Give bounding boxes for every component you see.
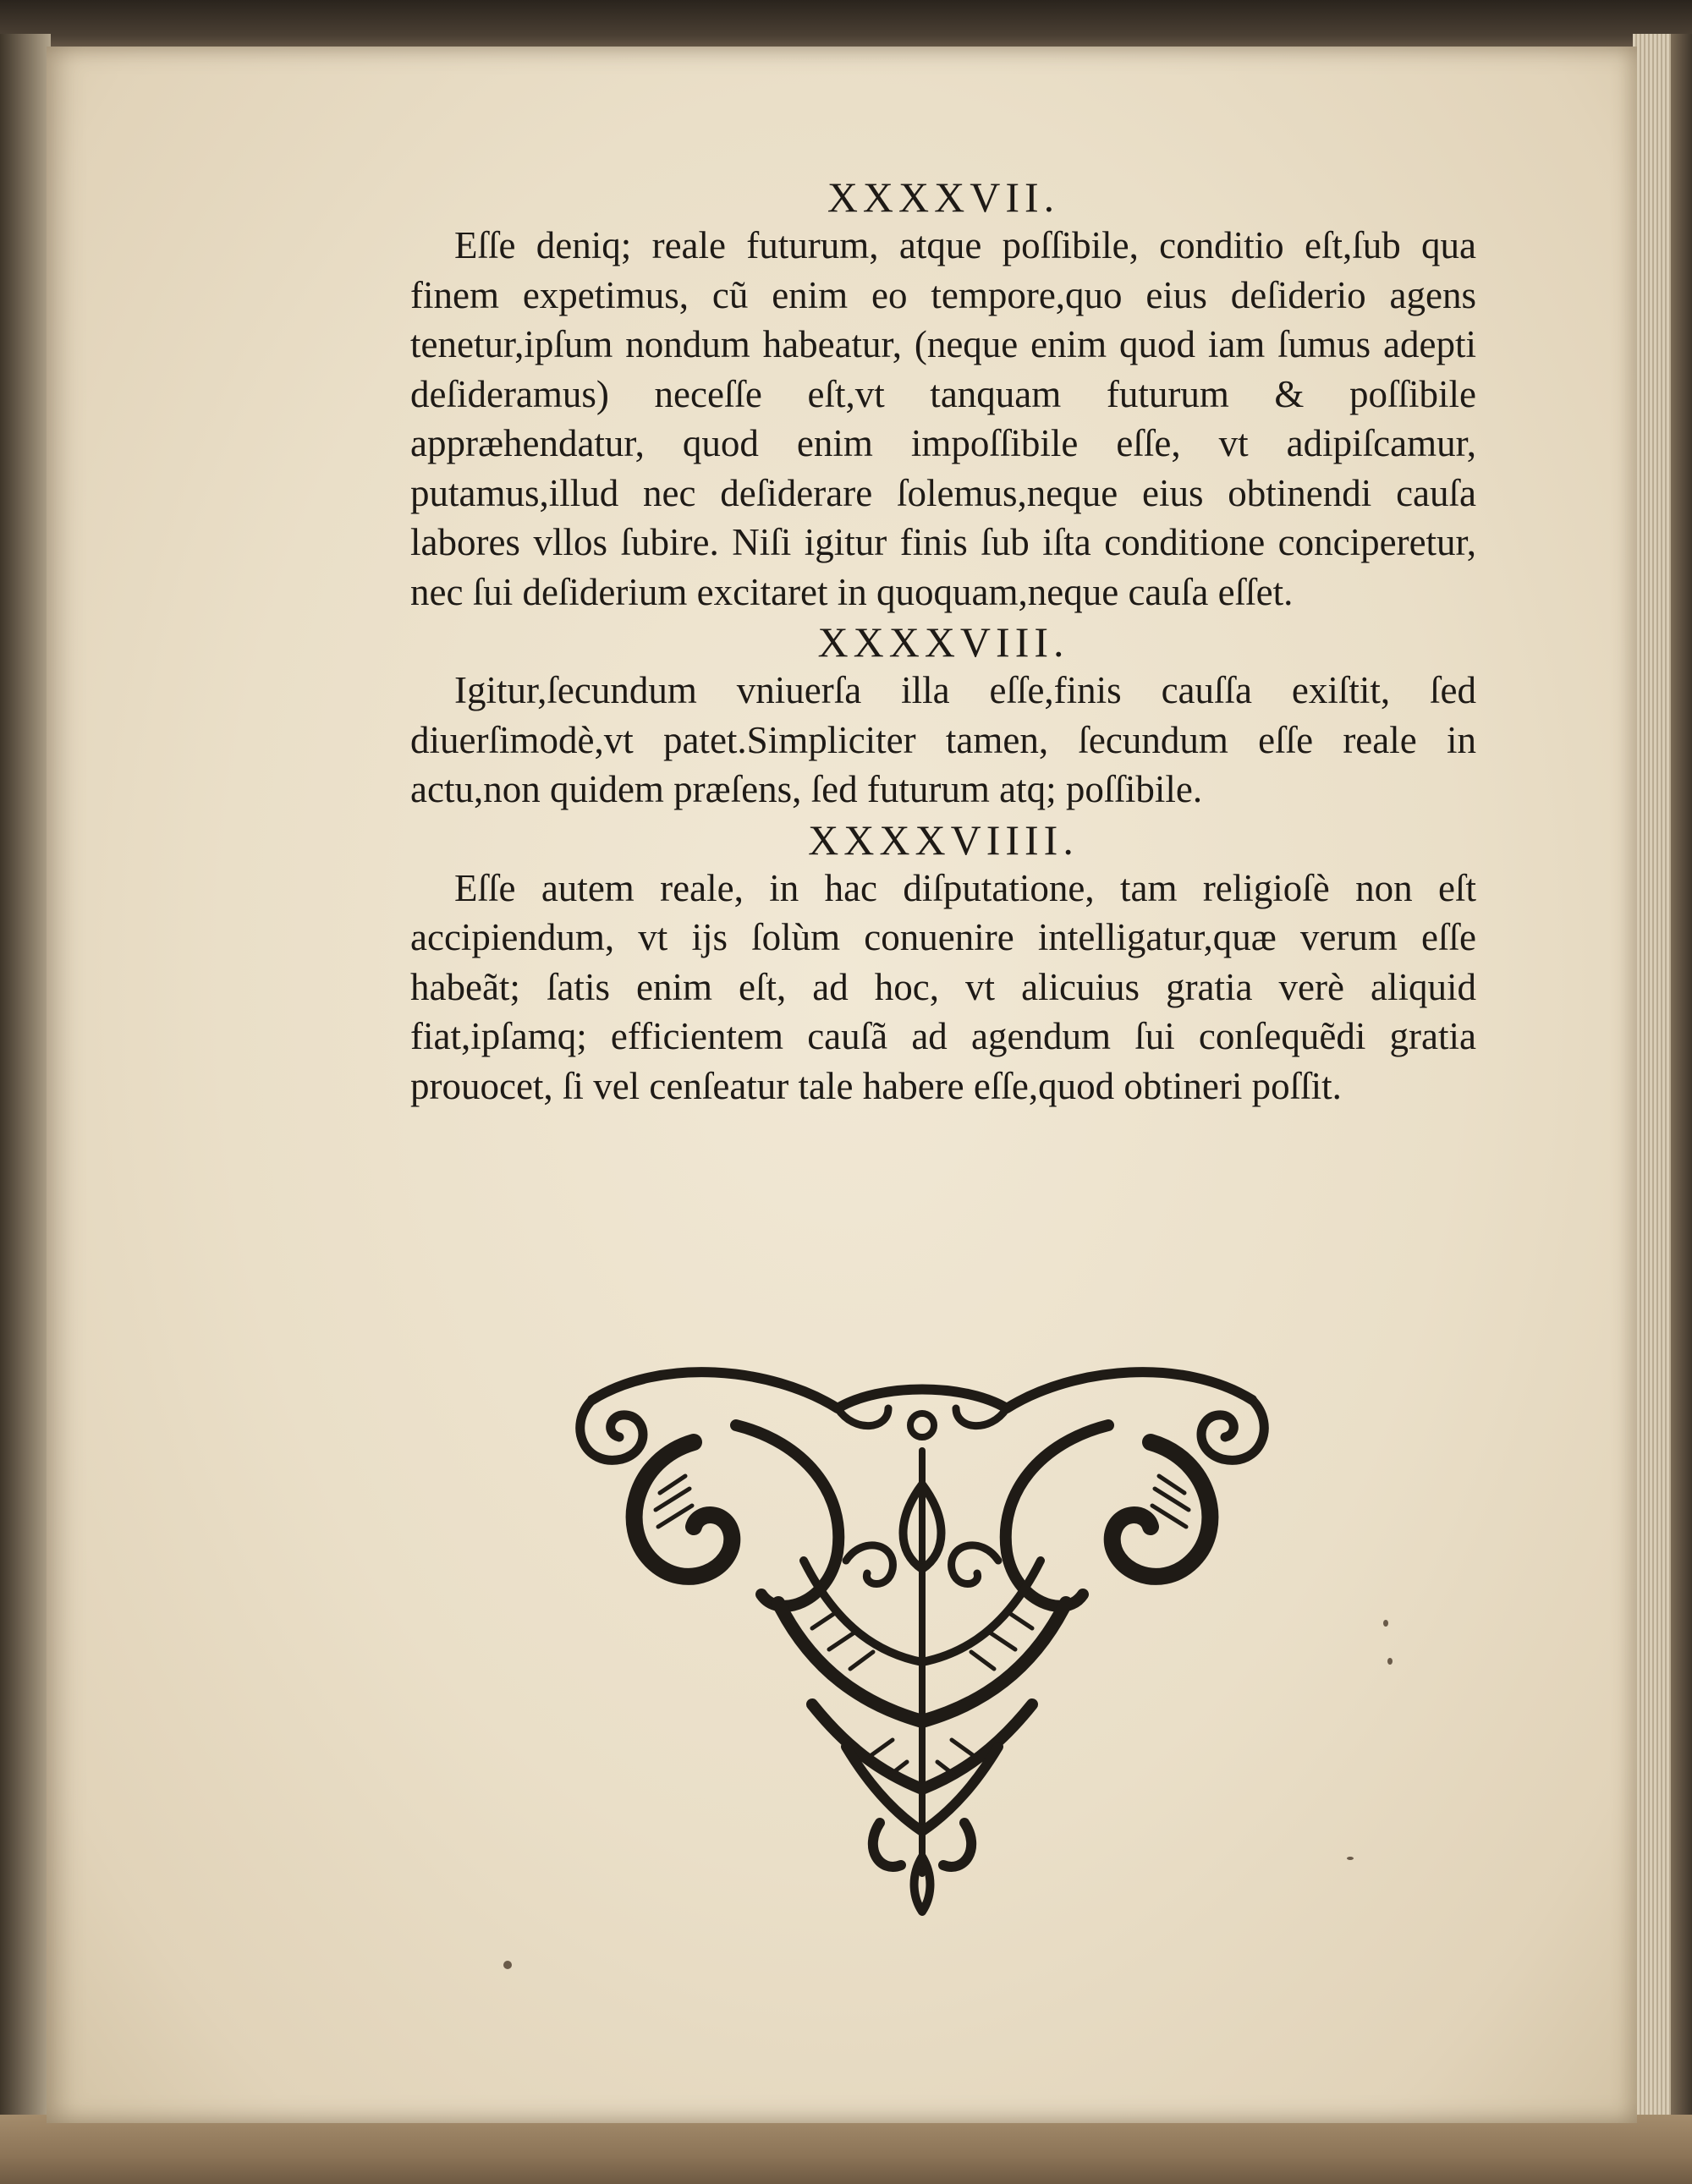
paper-speck <box>503 1961 512 1969</box>
book-cover-top-edge <box>0 0 1692 51</box>
book-cover-bottom-edge <box>0 2115 1692 2184</box>
paper-speck <box>1383 1620 1388 1627</box>
page-edges-shadow <box>1671 34 1692 2132</box>
section-paragraph: Igitur,ſecundum vniuerſa illa eſſe,finis cauſſa exiſtit, ſed diuerſimodè,vt patet.Simpliciter tamen, ſecundum eſſe reale in actu,non quidem præſens, ſed futurum atq; poſſibile. <box>410 669 1476 810</box>
section-paragraph: Eſſe autem reale, in hac diſputatione, tam religioſè non eſt accipiendum, vt ijs ſolùm conuenire intelligatur,quæ verum eſſe habeãt; ſatis enim eſt, ad hoc, vt alicuius gratia verè aliquid fiat,ipſamq; efficientem cauſã ad agendum ſui conſequẽdi gratia prouocet, ſi vel cenſeatur tale habere eſſe,quod obtineri poſſit. <box>410 866 1476 1107</box>
section-heading: XXXXVIII. <box>817 618 1069 666</box>
page-text-block <box>410 173 1476 1111</box>
section-heading: XXXXVIIII. <box>808 815 1079 864</box>
section-heading: XXXXVII. <box>827 173 1060 221</box>
paper-speck <box>1387 1658 1393 1665</box>
paper-speck <box>1347 1857 1354 1860</box>
section-paragraph: Eſſe deniq; reale futurum, atque poſſibile, conditio eſt,ſub qua finem expetimus, cũ enim eo tempore,quo eius deſiderio agens tenetur,ipſum nondum habeatur, (neque enim quod iam ſumus adepti deſideramus) neceſſe eſt,vt tanquam futurum & poſſibile appræhendatur, quod enim impoſſibile eſſe, vt adipiſcamur, putamus,illud nec deſiderare ſolemus,neque eius obtinendi cauſa labores vllos ſubire. Niſi igitur finis ſub iſta conditione conciperetur, nec ſui deſiderium excitaret in quoquam,neque cauſa eſſet. <box>410 224 1476 613</box>
woodcut-ornament-icon <box>558 1349 1286 1916</box>
book-spine <box>0 34 51 2132</box>
